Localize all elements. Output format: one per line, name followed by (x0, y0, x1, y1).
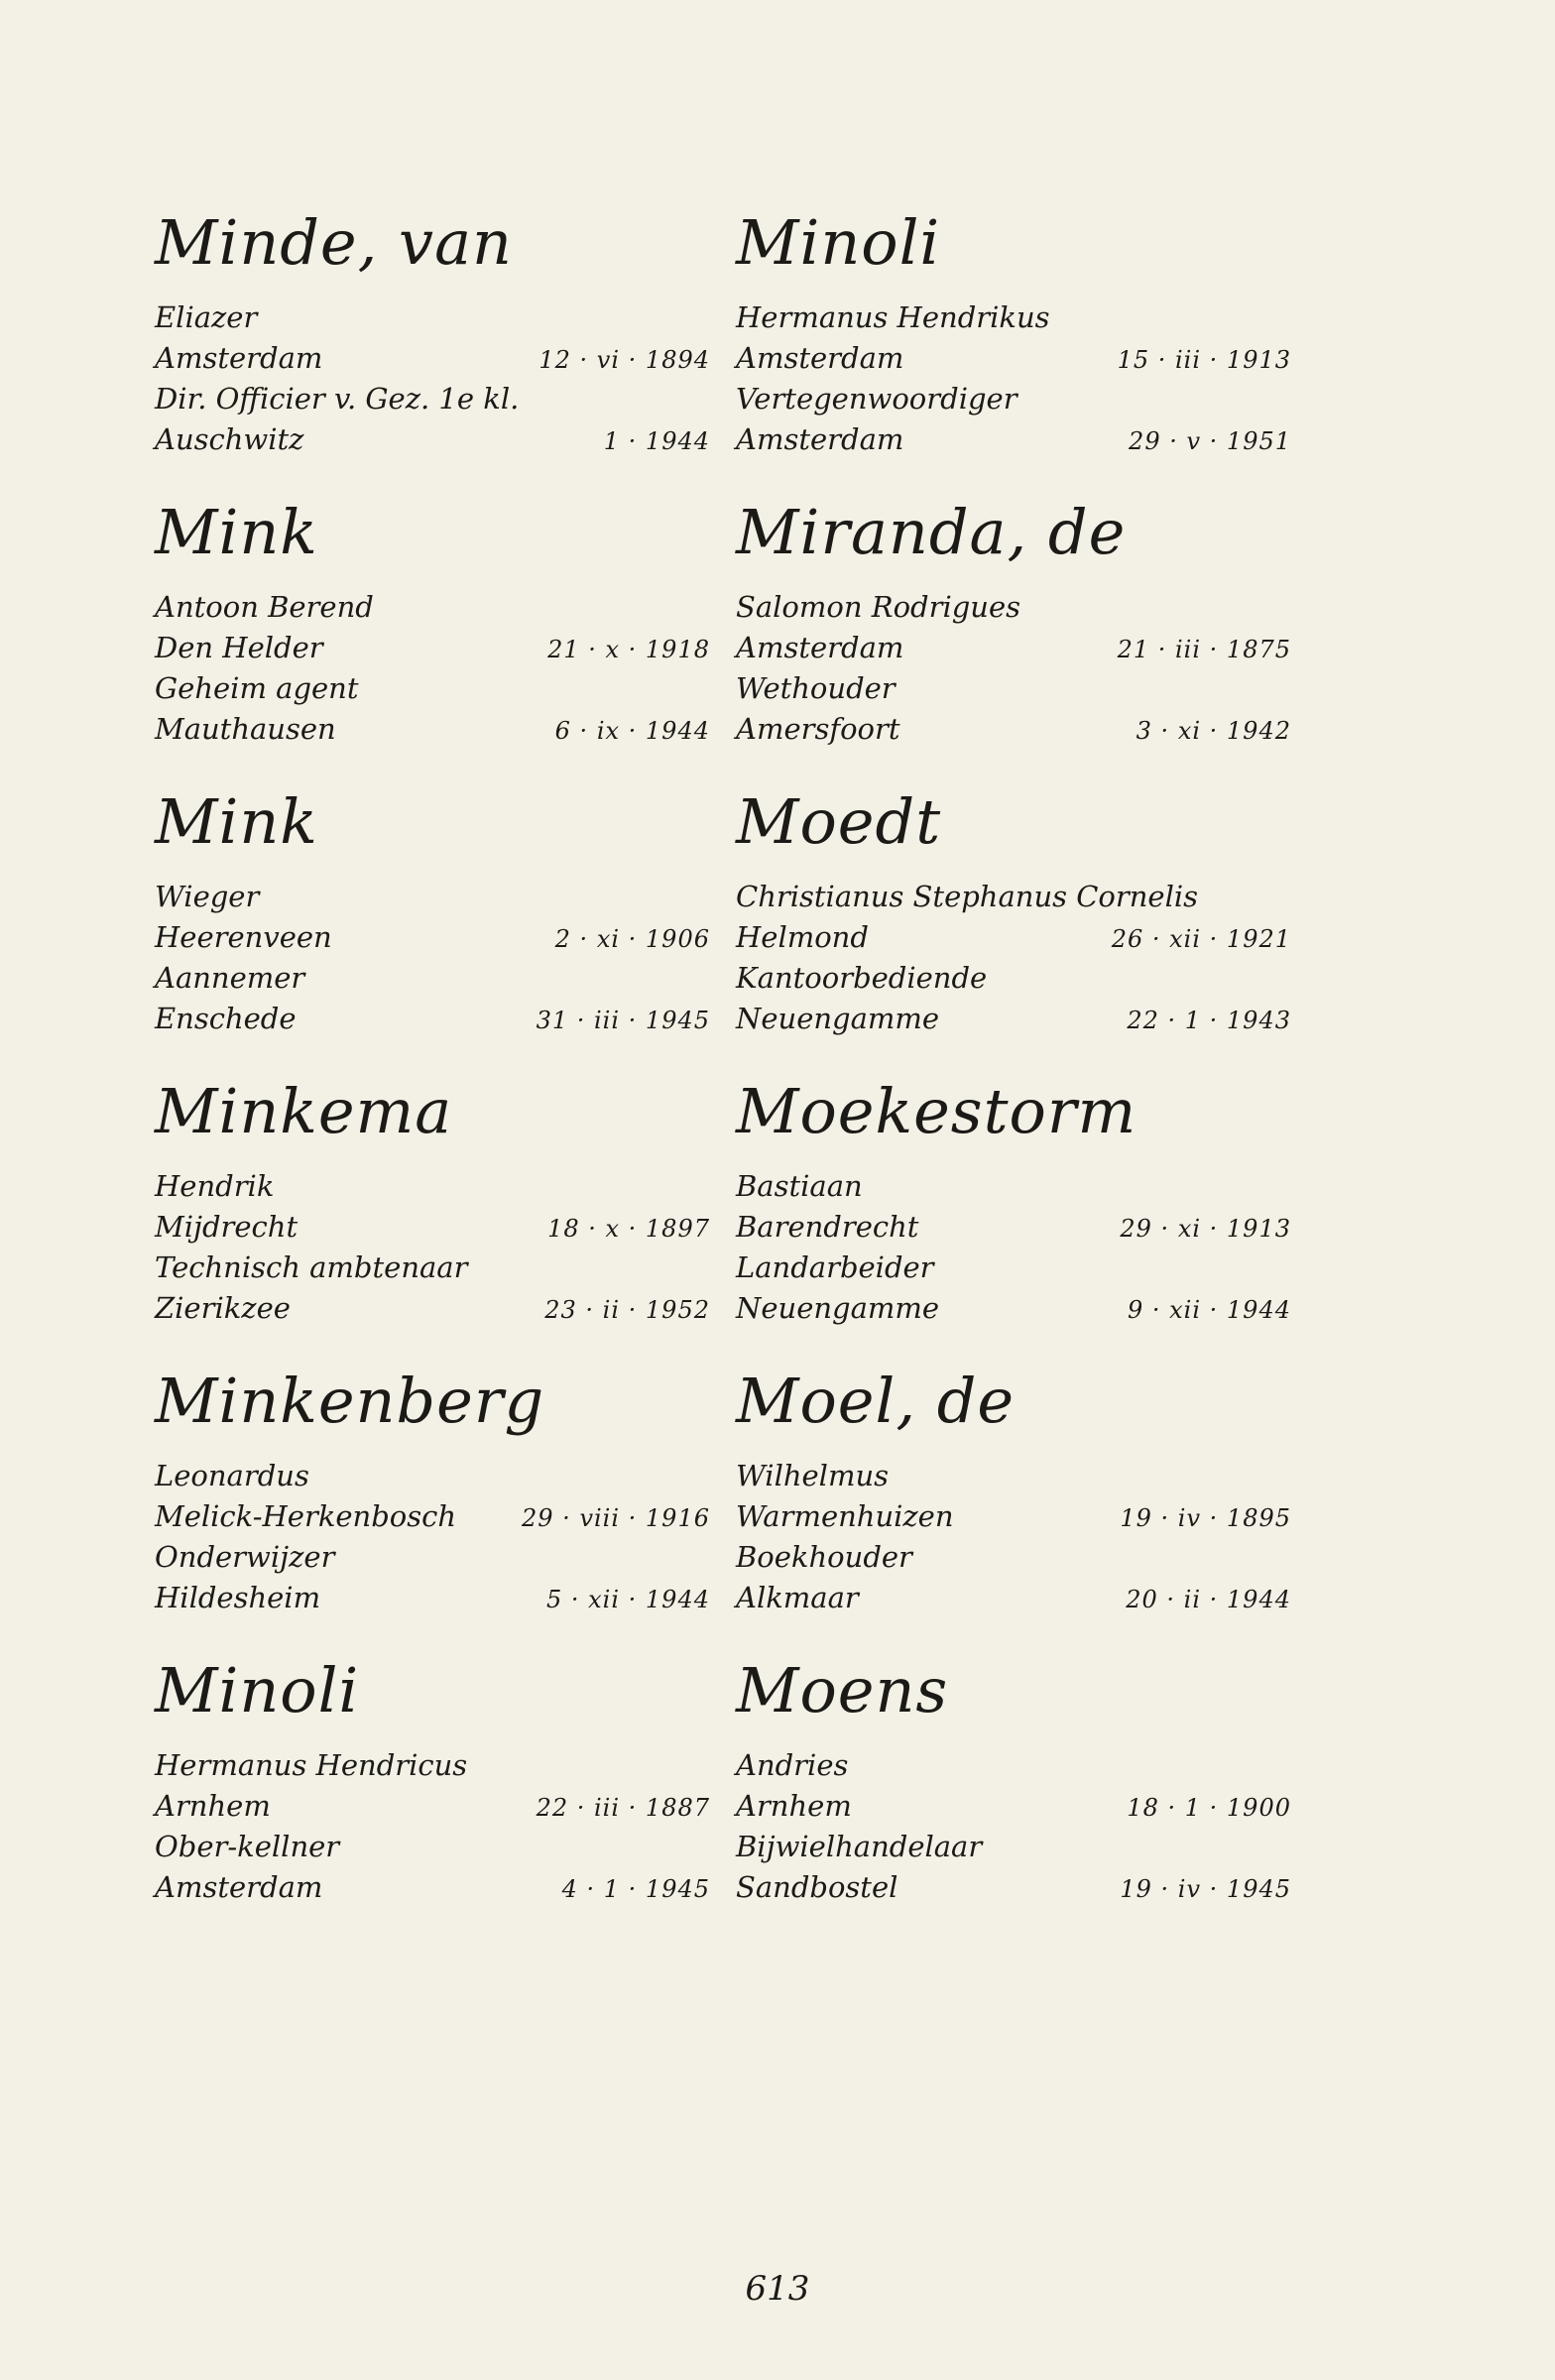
occupation: Kantoorbediende (736, 961, 988, 995)
occupation-line (736, 379, 1291, 419)
surname: Mink (155, 785, 318, 858)
death-date: 1 · 1944 (603, 427, 710, 455)
birth-date: 12 · vi · 1894 (538, 346, 710, 374)
birth-line (736, 917, 1291, 958)
occupation: Ober-kellner (155, 1830, 340, 1863)
death-place: Neuengamme (736, 1002, 940, 1035)
surname: Moekestorm (736, 1075, 1137, 1147)
first-names: Christianus Stephanus Cornelis (736, 880, 1199, 913)
birth-place: Den Helder (155, 631, 323, 664)
surname: Miranda, de (736, 496, 1127, 568)
first-names-line (155, 1456, 710, 1496)
death-date: 19 · iv · 1945 (1120, 1875, 1291, 1903)
occupation-line (155, 668, 710, 709)
birth-date: 21 · iii · 1875 (1117, 636, 1291, 663)
birth-date: 29 · xi · 1913 (1120, 1215, 1291, 1243)
surname: Mink (155, 496, 318, 568)
first-names: Hermanus Hendrikus (736, 300, 1050, 334)
birth-line (736, 1496, 1291, 1537)
birth-date: 26 · xii · 1921 (1111, 925, 1291, 953)
death-line (736, 999, 1291, 1039)
birth-line (736, 1786, 1291, 1827)
person-entry (736, 777, 1291, 1067)
person-entry (736, 488, 1291, 777)
occupation-line (155, 1537, 710, 1578)
person-entry (155, 488, 710, 777)
death-place: Auschwitz (155, 422, 304, 456)
left-column (155, 198, 710, 1936)
birth-date: 19 · iv · 1895 (1120, 1504, 1291, 1532)
birth-line (736, 628, 1291, 668)
death-place: Enschede (155, 1002, 297, 1035)
surname: Minoli (736, 206, 941, 279)
first-names: Eliazer (155, 300, 258, 334)
death-place: Amersfoort (736, 712, 900, 746)
surname: Minkenberg (155, 1365, 545, 1437)
first-names: Hermanus Hendricus (155, 1748, 468, 1782)
occupation: Geheim agent (155, 671, 359, 705)
death-line (155, 709, 710, 750)
occupation-line (155, 1827, 710, 1867)
occupation-line (155, 379, 710, 419)
first-names-line (736, 1456, 1291, 1496)
first-names-line (155, 587, 710, 628)
occupation: Onderwijzer (155, 1540, 335, 1574)
birth-place: Amsterdam (736, 341, 904, 375)
birth-line (736, 338, 1291, 379)
death-place: Sandbostel (736, 1870, 898, 1904)
death-place: Mauthausen (155, 712, 336, 746)
occupation: Boekhouder (736, 1540, 912, 1574)
person-entry (155, 777, 710, 1067)
occupation: Technisch ambtenaar (155, 1250, 468, 1284)
death-date: 4 · 1 · 1945 (561, 1875, 710, 1903)
birth-place: Amsterdam (736, 631, 904, 664)
surname: Moedt (736, 785, 942, 858)
first-names-line (155, 298, 710, 338)
birth-date: 18 · x · 1897 (547, 1215, 710, 1243)
surname: Minkema (155, 1075, 453, 1147)
birth-line (155, 1207, 710, 1248)
death-date: 3 · xi · 1942 (1136, 717, 1291, 745)
occupation-line (736, 1537, 1291, 1578)
occupation-line (736, 1248, 1291, 1288)
person-entry (736, 1067, 1291, 1357)
birth-place: Warmenhuizen (736, 1499, 954, 1533)
first-names-line (736, 1166, 1291, 1207)
death-place: Amsterdam (736, 422, 904, 456)
first-names-line (736, 1745, 1291, 1786)
occupation: Vertegenwoordiger (736, 382, 1017, 416)
death-line (155, 1288, 710, 1329)
first-names-line (736, 877, 1291, 917)
death-date: 5 · xii · 1944 (545, 1586, 710, 1613)
birth-place: Helmond (736, 920, 869, 954)
birth-place: Heerenveen (155, 920, 332, 954)
death-date: 23 · ii · 1952 (544, 1296, 710, 1324)
birth-date: 21 · x · 1918 (547, 636, 710, 663)
death-date: 6 · ix · 1944 (554, 717, 710, 745)
birth-date: 22 · iii · 1887 (536, 1794, 710, 1822)
death-line (155, 1578, 710, 1618)
birth-date: 29 · viii · 1916 (522, 1504, 710, 1532)
surname: Moens (736, 1654, 949, 1726)
death-line (736, 419, 1291, 460)
first-names: Antoon Berend (155, 590, 374, 624)
first-names-line (155, 1745, 710, 1786)
first-names: Bastiaan (736, 1169, 863, 1203)
person-entry (736, 1646, 1291, 1936)
birth-date: 2 · xi · 1906 (554, 925, 710, 953)
occupation-line (736, 958, 1291, 999)
death-place: Amsterdam (155, 1870, 323, 1904)
birth-line (155, 1496, 710, 1537)
occupation-line (155, 1248, 710, 1288)
first-names: Salomon Rodrigues (736, 590, 1021, 624)
death-date: 20 · ii · 1944 (1126, 1586, 1291, 1613)
occupation: Bijwielhandelaar (736, 1830, 983, 1863)
death-place: Hildesheim (155, 1581, 321, 1614)
birth-line (736, 1207, 1291, 1248)
death-line (736, 1288, 1291, 1329)
surname: Moel, de (736, 1365, 1016, 1437)
death-date: 29 · v · 1951 (1129, 427, 1291, 455)
death-line (736, 1578, 1291, 1618)
occupation: Landarbeider (736, 1250, 934, 1284)
first-names-line (736, 587, 1291, 628)
birth-line (155, 1786, 710, 1827)
occupation-line (736, 1827, 1291, 1867)
occupation-line (155, 958, 710, 999)
death-place: Neuengamme (736, 1291, 940, 1325)
surname: Minoli (155, 1654, 360, 1726)
death-date: 31 · iii · 1945 (536, 1007, 710, 1034)
birth-date: 15 · iii · 1913 (1117, 346, 1291, 374)
birth-place: Arnhem (155, 1789, 271, 1823)
death-line (155, 419, 710, 460)
birth-place: Mijdrecht (155, 1210, 299, 1244)
occupation-line (736, 668, 1291, 709)
birth-date: 18 · 1 · 1900 (1127, 1794, 1291, 1822)
death-line (155, 999, 710, 1039)
death-line (736, 709, 1291, 750)
death-line (736, 1867, 1291, 1908)
birth-line (155, 628, 710, 668)
first-names: Wieger (155, 880, 260, 913)
first-names: Wilhelmus (736, 1459, 890, 1492)
occupation: Dir. Officier v. Gez. 1e kl. (155, 382, 520, 416)
person-entry (155, 1357, 710, 1646)
right-column (736, 198, 1291, 1936)
first-names-line (155, 877, 710, 917)
first-names: Andries (736, 1748, 849, 1782)
person-entry (155, 1067, 710, 1357)
birth-line (155, 917, 710, 958)
death-date: 9 · xii · 1944 (1127, 1296, 1291, 1324)
person-entry (736, 198, 1291, 488)
occupation: Aannemer (155, 961, 305, 995)
birth-place: Barendrecht (736, 1210, 919, 1244)
birth-place: Amsterdam (155, 341, 323, 375)
birth-place: Arnhem (736, 1789, 852, 1823)
birth-line (155, 338, 710, 379)
first-names: Hendrik (155, 1169, 275, 1203)
death-place: Zierikzee (155, 1291, 291, 1325)
first-names-line (736, 298, 1291, 338)
occupation: Wethouder (736, 671, 896, 705)
person-entry (155, 1646, 710, 1936)
death-place: Alkmaar (736, 1581, 859, 1614)
person-entry (736, 1357, 1291, 1646)
surname: Minde, van (155, 206, 513, 279)
death-line (155, 1867, 710, 1908)
death-date: 22 · 1 · 1943 (1127, 1007, 1291, 1034)
page-number: 613 (745, 2269, 810, 2309)
first-names-line (155, 1166, 710, 1207)
first-names: Leonardus (155, 1459, 309, 1492)
birth-place: Melick-Herkenbosch (155, 1499, 457, 1533)
person-entry (155, 198, 710, 488)
